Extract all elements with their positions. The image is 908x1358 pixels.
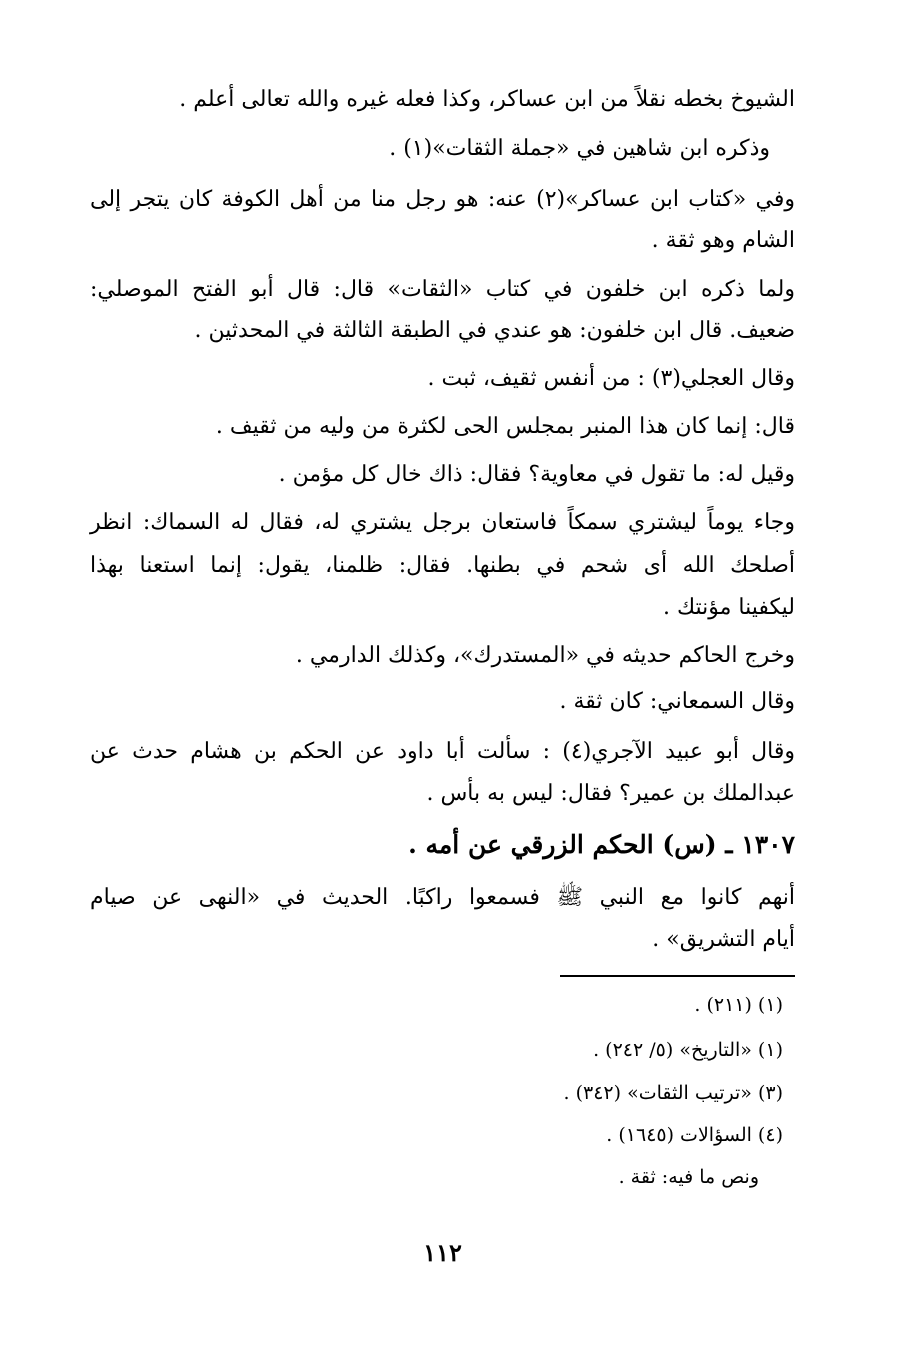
body-line-1: الشيوخ بخطه نقلاً من ابن عساكر، وكذا فعله غيره والله تعالى أعلم . <box>179 87 795 112</box>
body-line-7: وقال العجلي(٣) : من أنفس ثقيف، ثبت . <box>427 366 795 391</box>
body-line-6: ضعيف. قال ابن خلفون: هو عندي في الطبقة الثالثة في المحدثين . <box>194 318 795 343</box>
footnote-3: (٣) «ترتيب الثقات» (٣٤٢) . <box>563 1082 783 1104</box>
entry-heading: ١٣٠٧ ـ (س) الحكم الزرقي عن أمه . <box>408 830 795 859</box>
footnote-separator <box>560 975 795 977</box>
body-line-12: ليكفينا مؤنتك . <box>662 595 795 620</box>
footnote-4: (٤) السؤالات (١٦٤٥) . <box>606 1124 783 1146</box>
body-line-4: الشام وهو ثقة . <box>651 228 795 253</box>
footnote-1: (١) (٢١١) . <box>694 994 783 1016</box>
body-line-2: وذكره ابن شاهين في «جملة الثقات»(١) . <box>389 136 770 161</box>
body-line-11: أصلحك الله أى شحم في بطنها. فقال: ظلمنا، يقول: إنما استعنا بهذا <box>90 553 795 578</box>
footnote-2: (١) «التاريخ» (٥/ ٢٤٢) . <box>593 1039 783 1061</box>
footnote-4-note: ونص ما فيه: ثقة . <box>618 1166 759 1188</box>
body-line-16: عبدالملك بن عمير؟ فقال: ليس به بأس . <box>426 781 795 806</box>
body-line-13: وخرج الحاكم حديثه في «المستدرك»، وكذلك الدارمي . <box>295 643 795 668</box>
entry-line-1: أنهم كانوا مع النبي ﷺ فسمعوا راكبًا. الحديث في «النهى عن صيام <box>90 885 795 910</box>
body-line-15: وقال أبو عبيد الآجري(٤) : سألت أبا داود عن الحكم بن هشام حدث عن <box>90 739 796 764</box>
entry-line-2: أيام التشريق» . <box>652 927 795 952</box>
book-page <box>90 70 795 1310</box>
body-line-14: وقال السمعاني: كان ثقة . <box>559 689 795 714</box>
body-line-9: وقيل له: ما تقول في معاوية؟ فقال: ذاك خال كل مؤمن . <box>278 462 795 487</box>
body-line-3: وفي «كتاب ابن عساكر»(٢) عنه: هو رجل منا من أهل الكوفة كان يتجر إلى <box>90 187 795 212</box>
body-line-10: وجاء يوماً ليشتري سمكاً فاستعان برجل يشتري له، فقال له السماك: انظر <box>90 510 795 535</box>
page-number: ١١٢ <box>423 1238 462 1267</box>
body-line-8: قال: إنما كان هذا المنبر بمجلس الحى لكثرة من وليه من ثقيف . <box>215 414 795 439</box>
body-line-5: ولما ذكره ابن خلفون في كتاب «الثقات» قال: قال أبو الفتح الموصلي: <box>90 277 795 302</box>
